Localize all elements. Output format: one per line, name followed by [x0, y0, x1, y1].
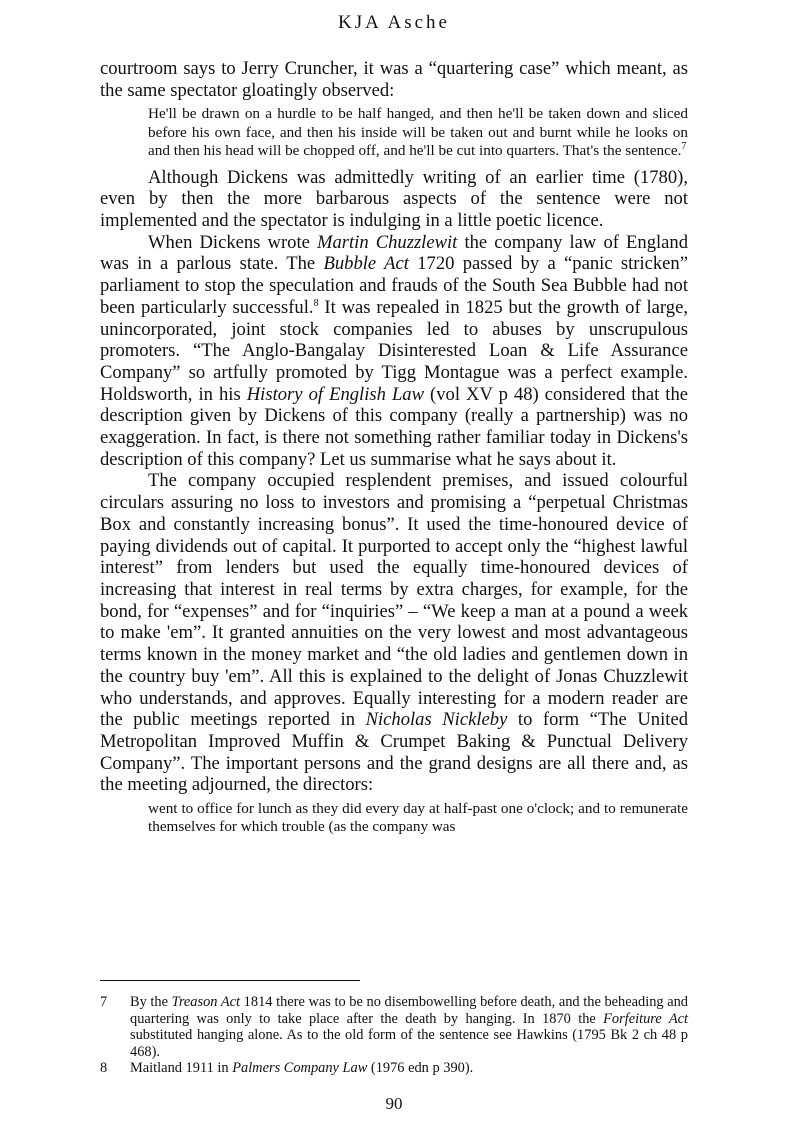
italic-title-nicholas-nickleby: Nicholas Nickleby	[365, 709, 508, 731]
paragraph-company-law	[100, 232, 688, 471]
italic-title-bubble-act: Bubble Act	[323, 253, 409, 275]
footnote-8	[100, 1060, 688, 1077]
paragraph-text: courtroom says to Jerry Cruncher, it was a “quartering case” which meant, as the same spectator gloatingly observed:	[100, 58, 688, 101]
footnotes	[100, 994, 688, 1077]
footnote-number: 7	[100, 994, 108, 1010]
italic-title-history-of-english-law: History of English Law	[246, 383, 424, 405]
text-run: to form “The United Metropolitan Improved Muffin & Crumpet Baking & Punctual Delivery Company”. The important persons and the grand designs are all there and, as the meeting adjourned, the directors:	[100, 709, 688, 796]
footnote-7	[100, 994, 688, 1060]
block-quote-sentence	[148, 105, 688, 160]
text-run: By the	[130, 994, 172, 1010]
page-number: 90	[385, 1094, 403, 1113]
footnote-ref-8[interactable]: 8	[313, 297, 319, 309]
text-run: substituted hanging alone. As to the old form of the sentence see Hawkins (1795 Bk 2 ch 48 p 468).	[130, 1027, 688, 1060]
text-run: 1720 passed by a “panic stricken” parliament to stop the speculation and frauds of the South Sea Bubble had not been particularly successful.	[100, 253, 688, 318]
text-run: 1814 there was to be no disembowelling before death, and the beheading and quartering was only to take place after the death by hanging. In 1870 the	[130, 994, 688, 1027]
text-run: The company occupied resplendent premises, and issued colourful circulars assuring no loss to investors and promising a “perpetual Christmas Box and constantly increasing bonus”. It used the time-honoured device of paying dividends out of capital. It purported to accept only the “highest lawful interest” from lenders but used the equally time-honoured devices of increasing that interest in real terms by extra charges, for example, for the bond, for “expenses” and for “inquiries” – “We keep a man at a pound a week to make 'em”. It granted annuities on the very lowest and most advantageous terms known in the money market and “the old ladies and gentlemen down in the country buy 'em”. All this is explained to the delight of Jonas Chuzzlewit who understands, and approves. Equally interesting for a modern reader are the public meetings reported in	[100, 470, 688, 731]
footnote-rule	[100, 980, 360, 981]
footnote-ref-7[interactable]: 7	[681, 141, 687, 153]
italic-title-forfeiture-act: Forfeiture Act	[603, 1010, 688, 1027]
text-run: When Dickens wrote	[148, 231, 317, 253]
footnote-number: 8	[100, 1060, 108, 1077]
paragraph-company-premises	[100, 470, 688, 796]
italic-title-treason-act: Treason Act	[171, 994, 241, 1010]
quote-text: went to office for lunch as they did every day at half-past one o'clock; and to remunerate themselves for which trouble (as the company was	[148, 800, 688, 836]
paragraph-text: Although Dickens was admittedly writing of an earlier time (1780), even by then the more barbarous aspects of the sentence were not implemented and the spectator is indulging in a little poetic licence.	[100, 166, 688, 232]
body-text	[100, 58, 688, 837]
footnote-text	[130, 994, 688, 1060]
book-page	[100, 0, 688, 1134]
running-head: KJA Asche	[338, 12, 450, 33]
paragraph-continued	[100, 58, 688, 101]
text-run: Maitland 1911 in	[130, 1060, 233, 1077]
footnote-text	[130, 1060, 688, 1077]
text-run: (vol XV p 48) considered that the description given by Dickens of this company (really a partnership) was no exaggeration. In fact, is there not something rather familiar today in Dickens's description of this company? Let us summarise what he says about it.	[100, 383, 689, 470]
text-run: (1976 edn p 390).	[367, 1060, 474, 1077]
quote-text: He'll be drawn on a hurdle to be half hanged, and then he'll be taken down and sliced before his own face, and then his inside will be taken out and burnt while he looks on and then his head will be chopped off, and he'll be cut into quarters. That's the sentence.	[148, 105, 688, 160]
text-run: It was repealed in 1825 but the growth of large, unincorporated, joint stock companies led to abuses by unscrupulous promoters. “The Anglo-Bangalay Disinterested Loan & Life Assurance Company” so artfully promoted by Tigg Montague was a perfect example. Holdsworth, in his	[100, 296, 688, 405]
block-quote-directors	[148, 800, 688, 837]
italic-title-palmers-company-law: Palmers Company Law	[232, 1060, 368, 1077]
paragraph-earlier-time	[100, 167, 688, 232]
italic-title-martin-chuzzlewit: Martin Chuzzlewit	[316, 231, 458, 253]
text-run: the company law of England was in a parlous state. The	[100, 231, 689, 275]
